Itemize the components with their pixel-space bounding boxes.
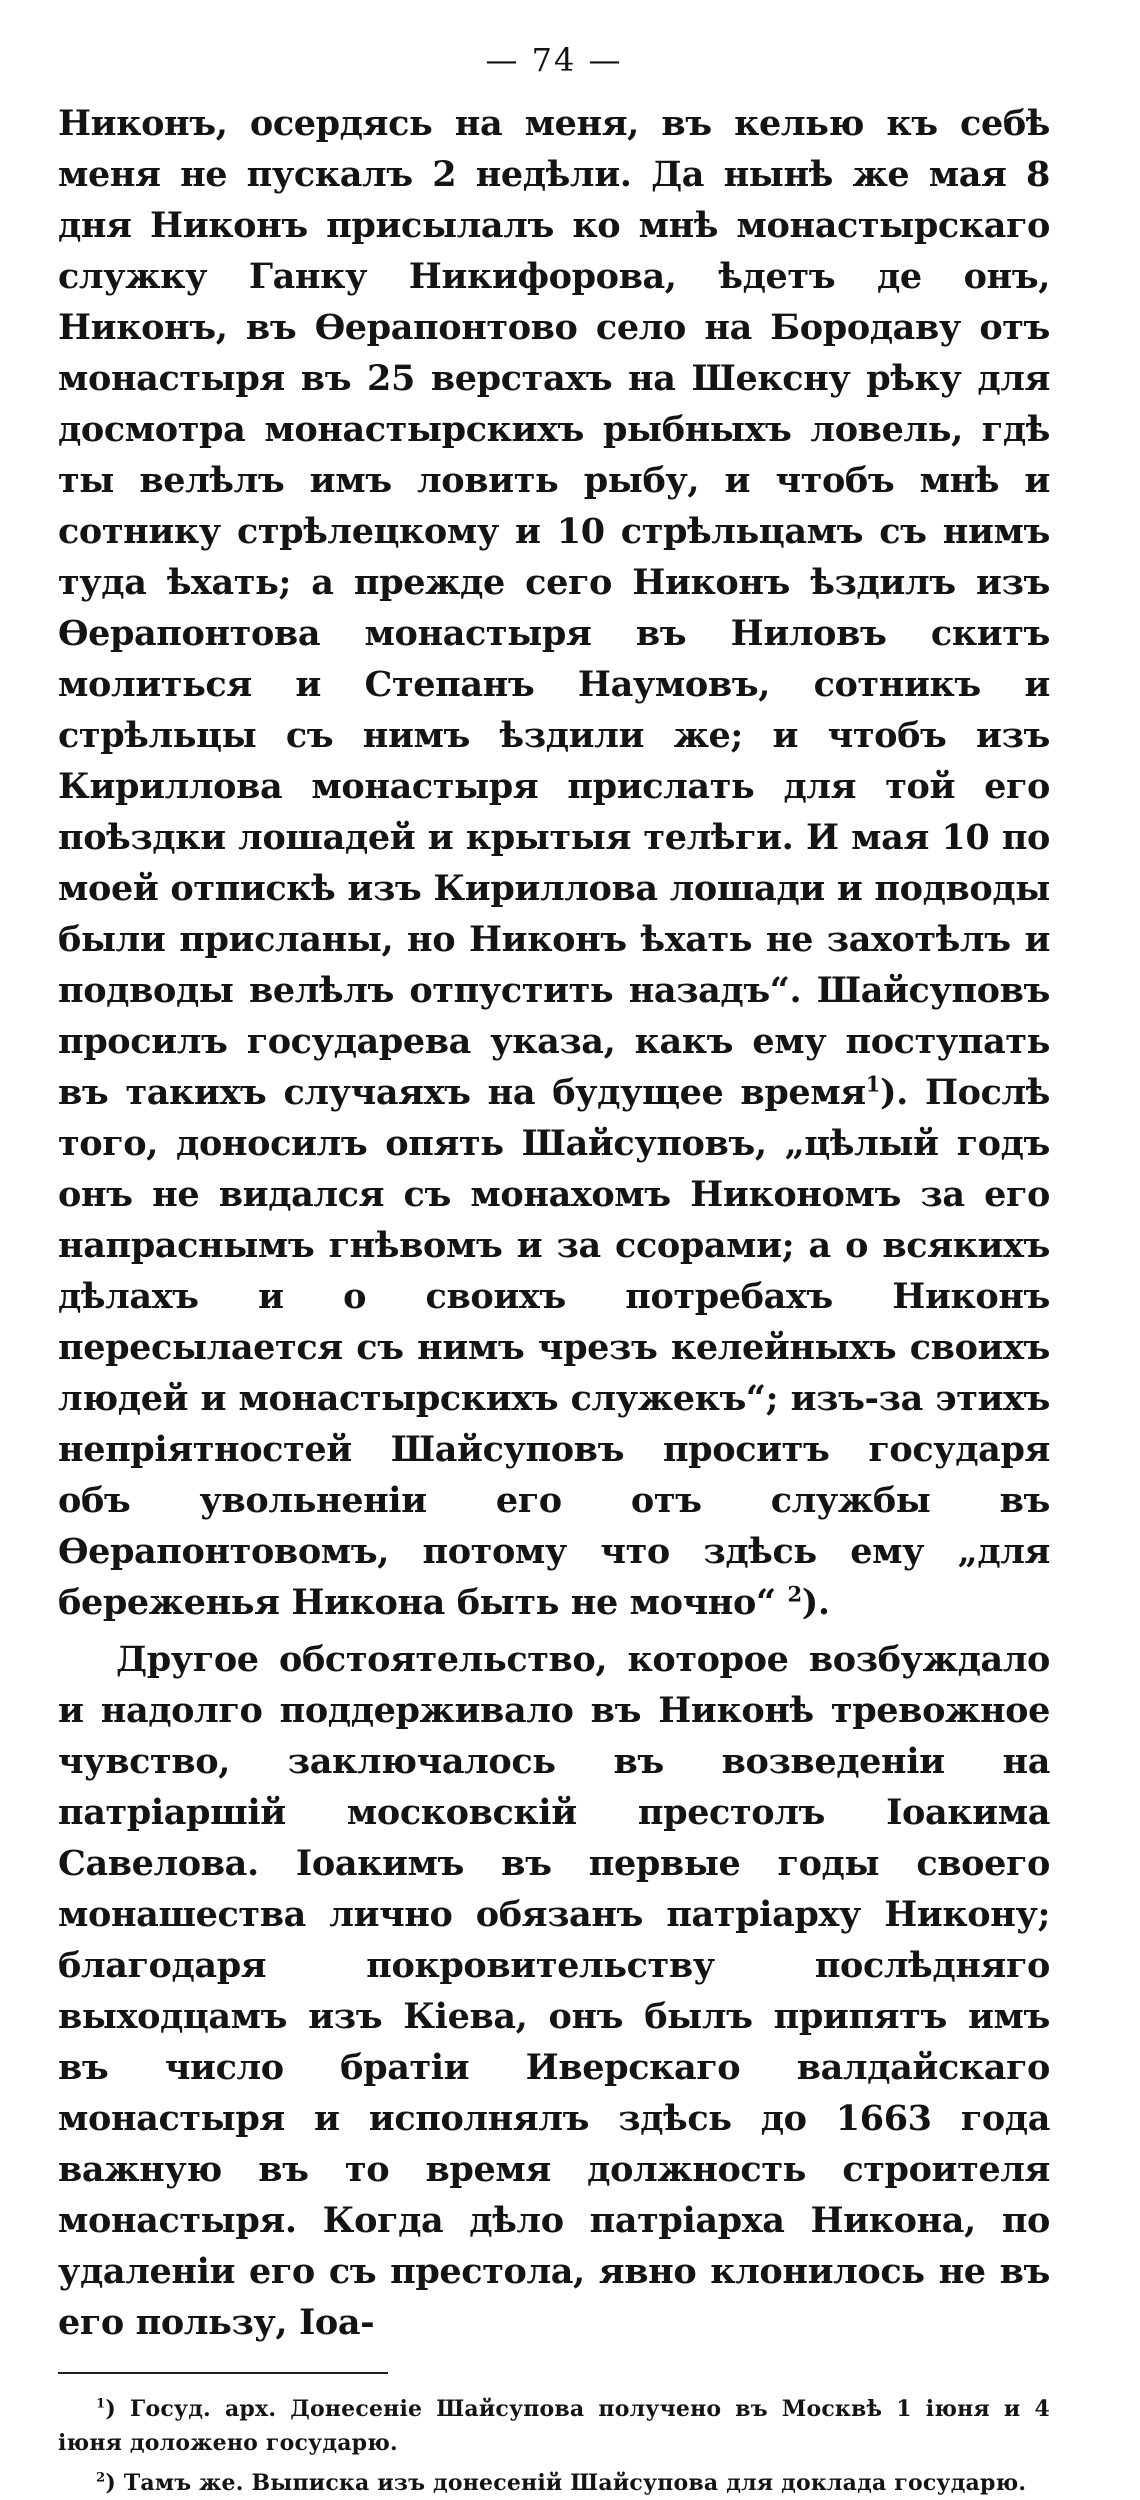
footnote-1-mark: 1: [96, 2396, 106, 2412]
main-text: [58, 98, 1050, 2348]
paragraph-1: [58, 98, 1050, 1628]
book-page: [58, 36, 1050, 2500]
footnote-separator: [58, 2372, 388, 2374]
footnote-ref-2: 2: [787, 1581, 802, 1607]
footnote-ref-1: 1: [865, 1071, 880, 1097]
footnote-2-text: ) Тамъ же. Выписка изъ донесеній Шайсупова для доклада государю.: [105, 2470, 1027, 2496]
paragraph-1-text: Никонъ, осердясь на меня, въ келью къ себѣ меня не пускалъ 2 недѣли. Да нынѣ же мая 8 дня Никонъ присылалъ ко мнѣ монастырскаго служку Ганку Никифорова, ѣдетъ де онъ, Никонъ, въ Ѳерапонтово село на Бородаву отъ монастыря въ 25 верстахъ на Шексну рѣку для досмотра монастырскихъ рыбныхъ ловель, гдѣ ты велѣлъ имъ ловить рыбу, и чтобъ мнѣ и сотнику стрѣлецкому и 10 стрѣльцамъ съ нимъ туда ѣхать; а прежде сего Никонъ ѣздилъ изъ Ѳерапонтова монастыря въ Ниловъ скитъ молиться и Степанъ Наумовъ, сотникъ и стрѣльцы съ нимъ ѣздили же; и чтобъ изъ Кириллова монастыря прислать для той его поѣздки лошадей и крытыя телѣги. И мая 10 по моей отпискѣ изъ Кириллова лошади и подводы были присланы, но Никонъ ѣхать не захотѣлъ и подводы велѣлъ отпустить назадъ“. Шайсуповъ просилъ государева указа, какъ ему поступать въ такихъ случаяхъ на будущее время: [58, 103, 1050, 1113]
footnote-2: [58, 2466, 1050, 2500]
paragraph-1-continuation: ). Послѣ того, доносилъ опять Шайсуповъ, „цѣлый годъ онъ не видался съ монахомъ Никономъ за его напраснымъ гнѣвомъ и за ссорами; а о всякихъ дѣлахъ и о своихъ потребахъ Никонъ пересылается съ нимъ чрезъ келейныхъ своихъ людей и монастырскихъ служекъ“; изъ-за этихъ непріятностей Шайсуповъ проситъ государя объ увольненіи его отъ службы въ Ѳерапонтовомъ, потому что здѣсь ему „для береженья Никона быть не мочно“: [58, 1072, 1050, 1623]
footnote-1: [58, 2392, 1050, 2460]
footnotes: [58, 2392, 1050, 2500]
page-number: — 74 —: [485, 41, 623, 79]
paragraph-2: Другое обстоятельство, которое возбуждало и надолго поддерживало въ Никонѣ тревожное чувство, заключалось въ возведеніи на патріаршій московскій престолъ Іоакима Савелова. Іоакимъ въ первые годы своего монашества лично обязанъ патріарху Никону; благодаря покровительству послѣдняго выходцамъ изъ Кіева, онъ былъ припятъ имъ въ число братіи Иверскаго валдайскаго монастыря и исполнялъ здѣсь до 1663 года важную въ то время должность строителя монастыря. Когда дѣло патріарха Никона, по удаленіи его съ престола, явно клонилось не въ его пользу, Іоа-: [58, 1639, 1050, 2343]
footnote-2-mark: 2: [96, 2470, 106, 2486]
paragraph-1-end: ).: [801, 1582, 830, 1623]
footnote-1-text: ) Госуд. арх. Донесеніе Шайсупова получено въ Москвѣ 1 іюня и 4 іюня доложено государю.: [58, 2396, 1050, 2456]
